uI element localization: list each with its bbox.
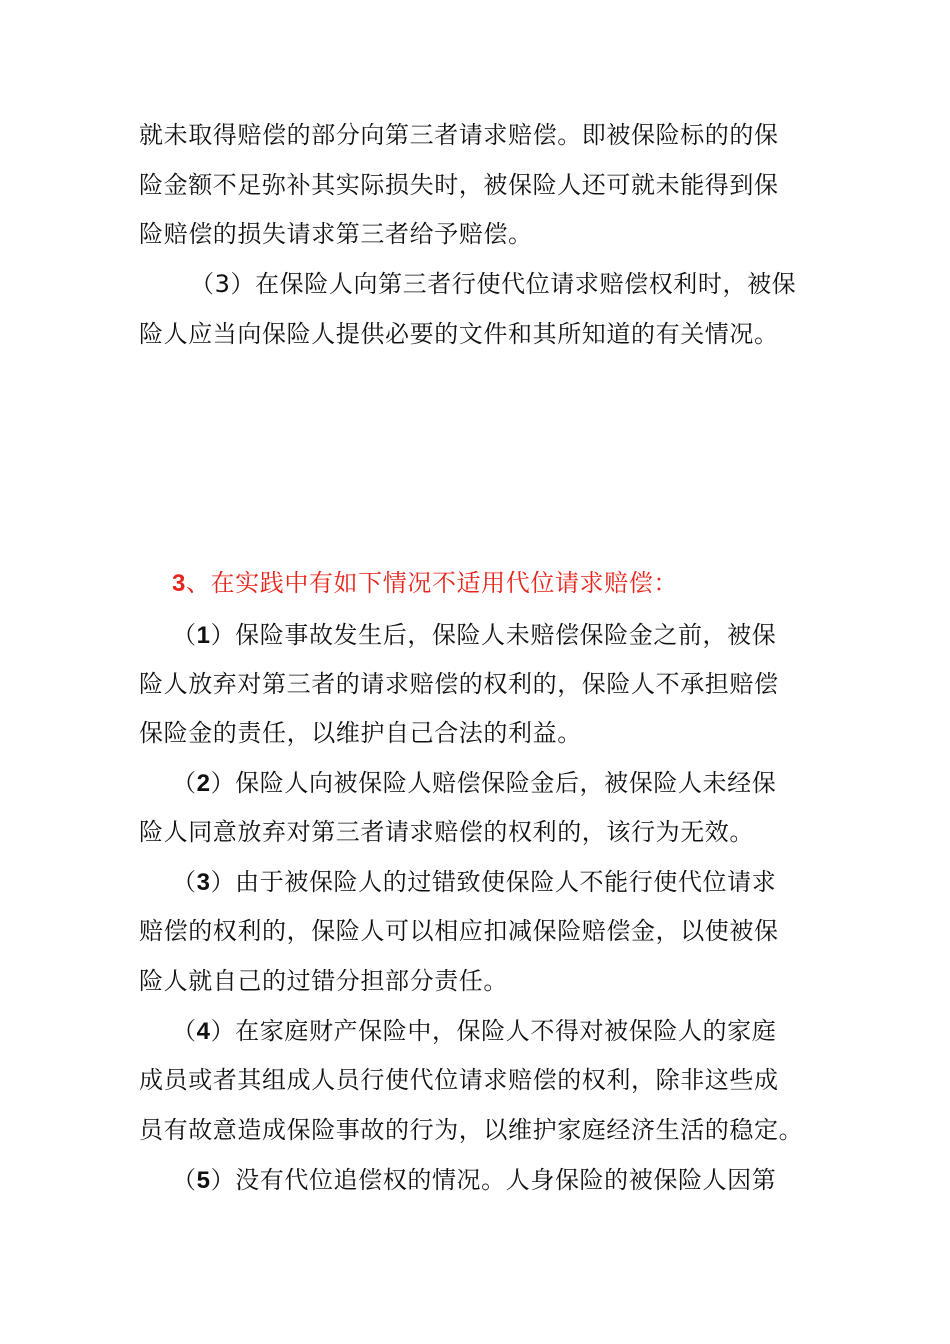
list-item bbox=[172, 1015, 862, 1047]
section-heading bbox=[172, 567, 862, 599]
list-item bbox=[172, 866, 862, 898]
open-paren: （ bbox=[172, 1017, 197, 1045]
item-text: ）保险事故发生后，保险人未赔偿保险金之前，被保 bbox=[210, 621, 777, 649]
item-number: 4 bbox=[196, 1018, 211, 1045]
open-paren: （ bbox=[172, 769, 197, 797]
item-text: ）保险人向被保险人赔偿保险金后，被保险人未经保 bbox=[210, 769, 777, 797]
item-text: ）没有代位追偿权的情况。人身保险的被保险人因第 bbox=[210, 1166, 777, 1194]
item-text: ）由于被保险人的过错致使保险人不能行使代位请求 bbox=[210, 868, 777, 896]
section-heading-text: 、在实践中有如下情况不适用代位请求赔偿： bbox=[185, 569, 678, 597]
open-paren: （ bbox=[172, 868, 197, 896]
paragraph-line: 员有故意造成保险事故的行为，以维护家庭经济生活的稳定。 bbox=[139, 1116, 804, 1144]
open-paren: （ bbox=[172, 1166, 197, 1194]
item-number: 3 bbox=[196, 869, 211, 896]
paragraph-line: 险人就自己的过错分担部分责任。 bbox=[139, 967, 508, 995]
item-text: ）在家庭财产保险中，保险人不得对被保险人的家庭 bbox=[210, 1017, 777, 1045]
item-number: 1 bbox=[196, 622, 211, 649]
paragraph-line: 成员或者其组成人员行使代位请求赔偿的权利，除非这些成 bbox=[139, 1066, 779, 1094]
list-item bbox=[172, 619, 862, 651]
open-paren: （ bbox=[172, 621, 197, 649]
item-number: 2 bbox=[196, 770, 211, 797]
list-item bbox=[172, 767, 862, 799]
paragraph-line: 险人放弃对第三者的请求赔偿的权利的，保险人不承担赔偿 bbox=[139, 670, 779, 698]
paragraph-line: （3）在保险人向第三者行使代位请求赔偿权利时，被保 bbox=[190, 270, 797, 298]
paragraph-line: 险赔偿的损失请求第三者给予赔偿。 bbox=[139, 220, 533, 248]
paragraph-line: 保险金的责任，以维护自己合法的利益。 bbox=[139, 719, 582, 747]
paragraph-line: 赔偿的权利的，保险人可以相应扣减保险赔偿金，以使被保 bbox=[139, 917, 779, 945]
item-number: 5 bbox=[196, 1167, 211, 1194]
list-item bbox=[172, 1164, 862, 1196]
paragraph-line: 险金额不足弥补其实际损失时，被保险人还可就未能得到保 bbox=[139, 171, 779, 199]
paragraph-line: 就未取得赔偿的部分向第三者请求赔偿。即被保险标的的保 bbox=[139, 121, 779, 149]
paragraph-line: 险人同意放弃对第三者请求赔偿的权利的，该行为无效。 bbox=[139, 818, 754, 846]
paragraph-line: 险人应当向保险人提供必要的文件和其所知道的有关情况。 bbox=[139, 320, 779, 348]
section-number: 3 bbox=[172, 570, 186, 597]
